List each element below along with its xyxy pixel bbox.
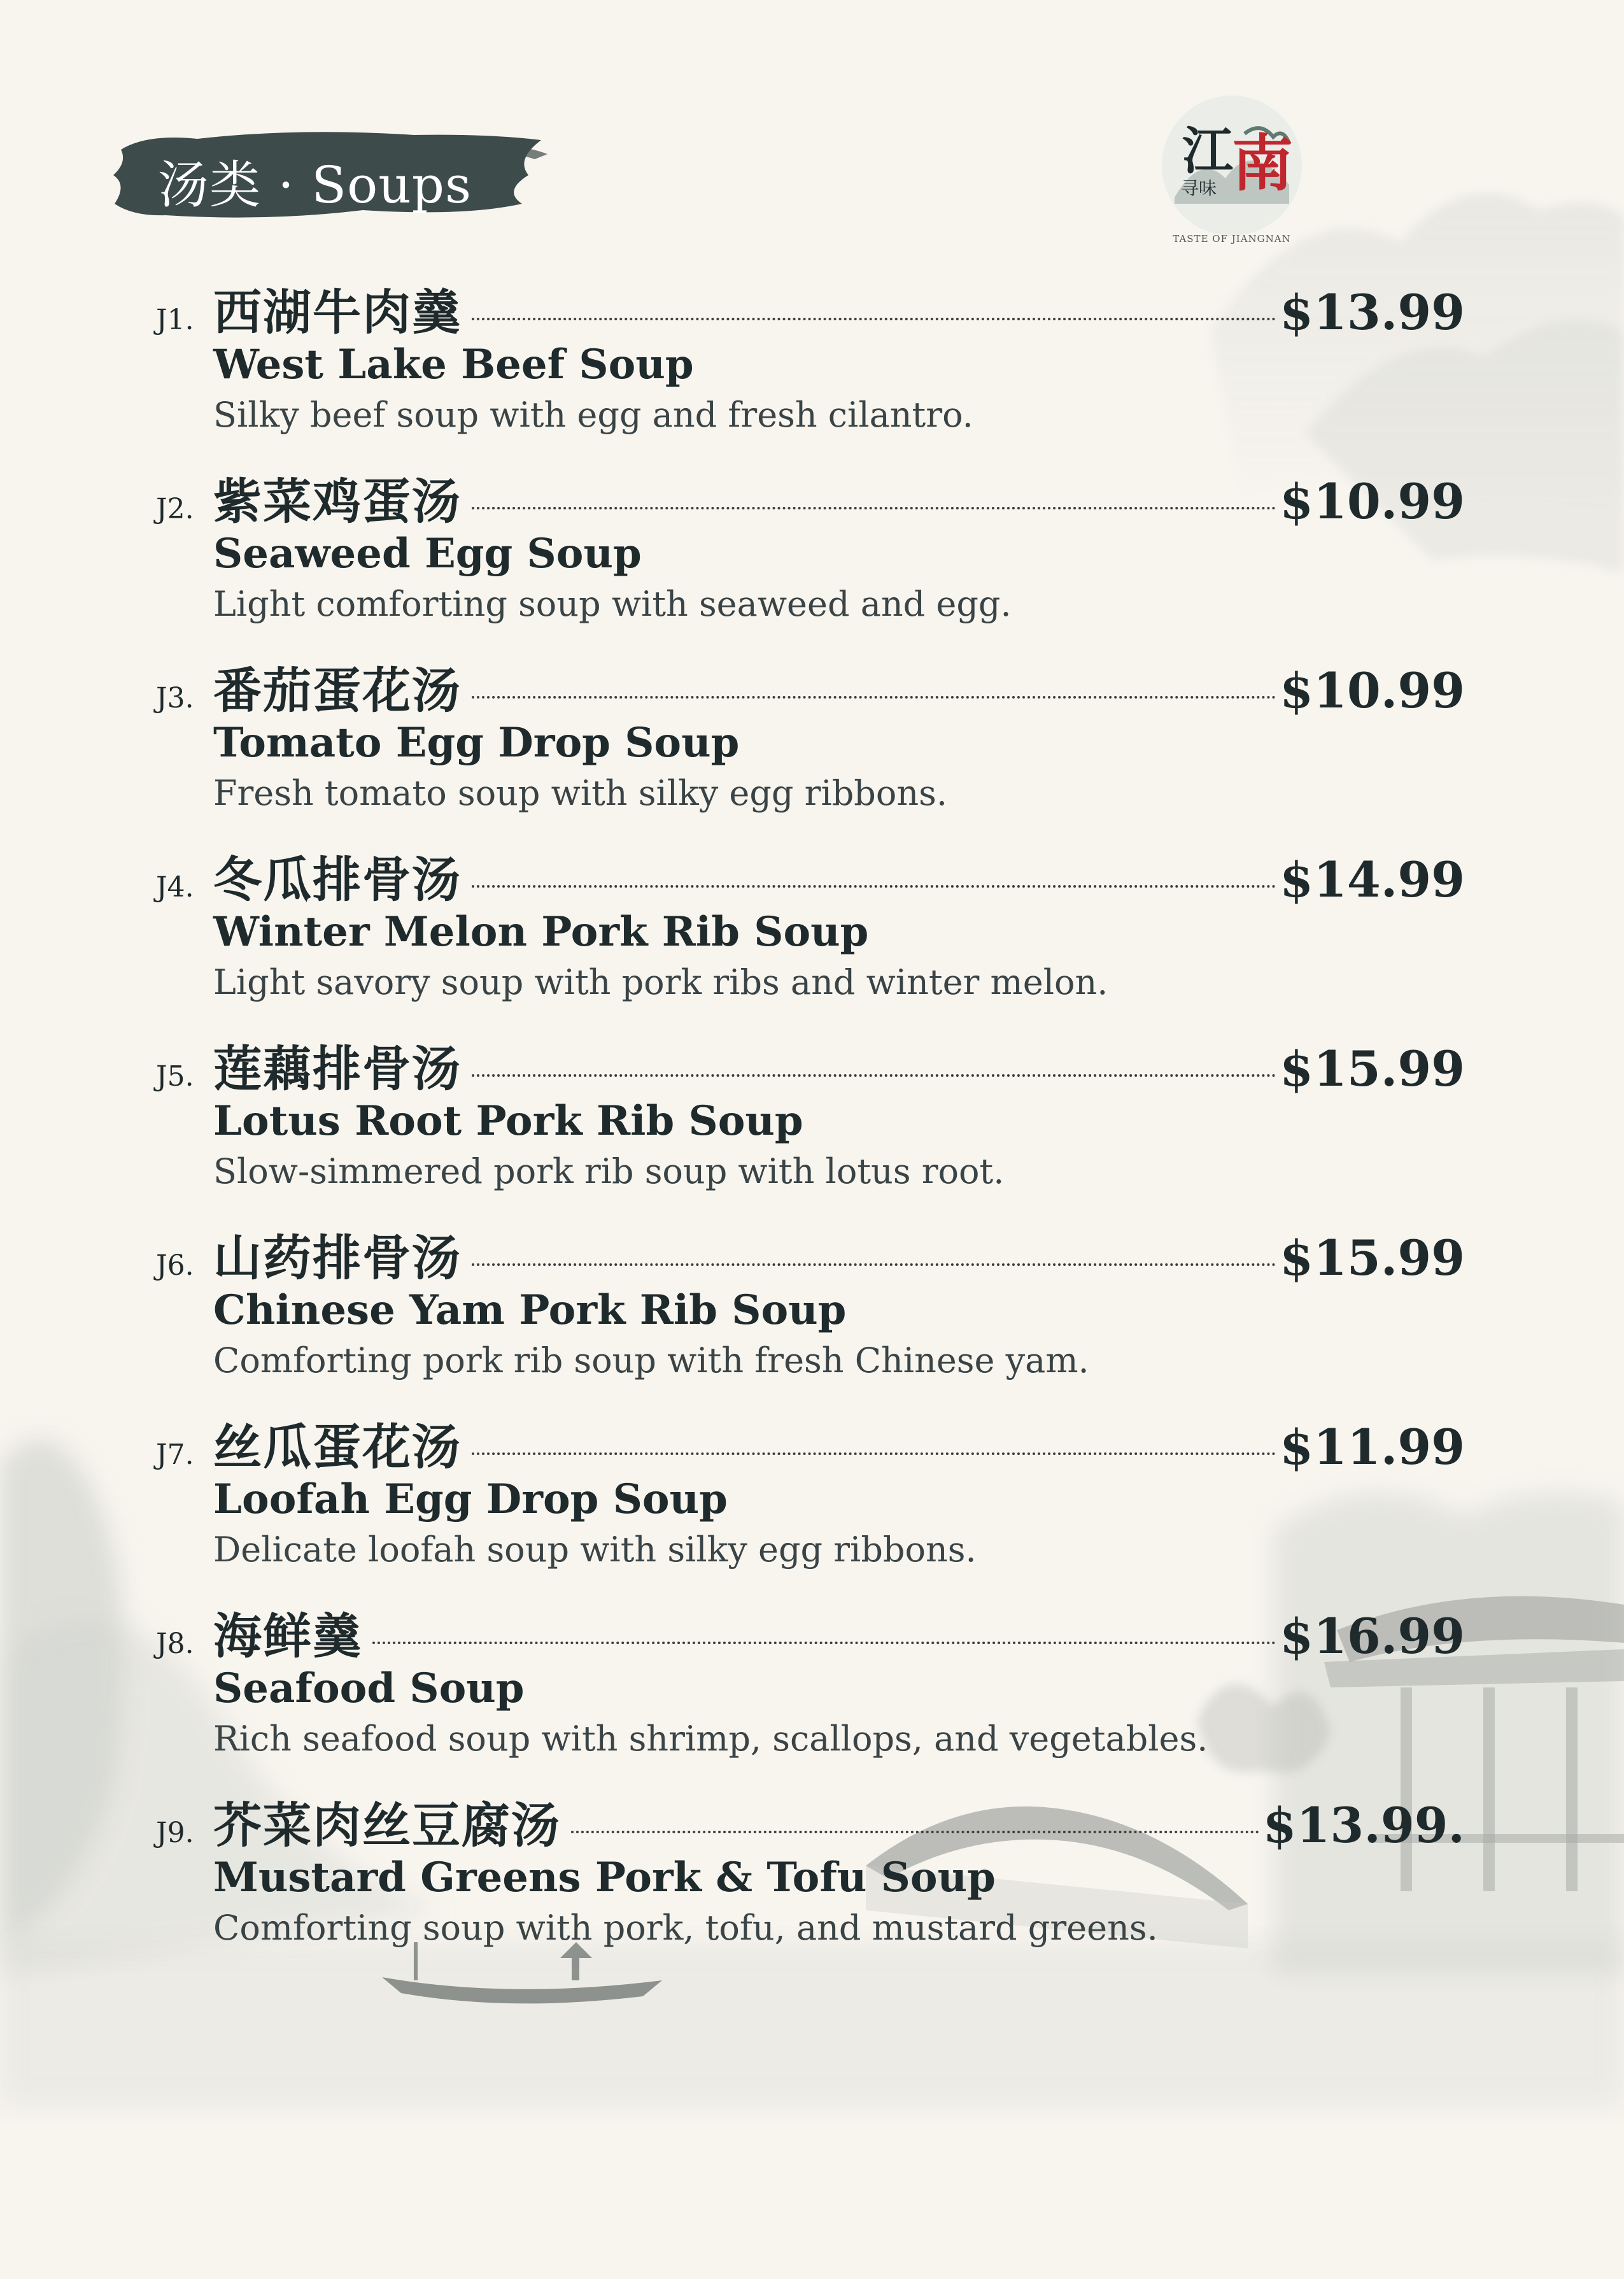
menu-item-header: [156, 652, 1465, 719]
menu-item-header: [156, 1598, 1465, 1665]
item-price: $13.99.: [1262, 1797, 1465, 1854]
menu-item-header: [156, 1030, 1465, 1097]
item-price: $14.99: [1280, 851, 1465, 908]
item-code: J8.: [156, 1628, 194, 1660]
item-price: $11.99: [1280, 1419, 1465, 1475]
dot-leader: [472, 696, 1276, 699]
dot-leader: [372, 1642, 1276, 1644]
item-chinese-name: 紫菜鸡蛋汤: [213, 473, 462, 530]
menu-item: [156, 1787, 1465, 1976]
item-english-name: Mustard Greens Pork & Tofu Soup: [213, 1854, 996, 1901]
dot-leader: [472, 1074, 1276, 1077]
item-code: J5.: [156, 1060, 194, 1093]
dot-leader: [472, 1452, 1276, 1455]
item-chinese-name: 番茄蛋花汤: [213, 662, 462, 719]
menu-item: [156, 1409, 1465, 1598]
section-title: 汤类 · Soups: [158, 155, 472, 215]
menu-item-header: [156, 1219, 1465, 1286]
item-description: Light savory soup with pork ribs and winter melon.: [213, 962, 1108, 1002]
item-code: J2.: [156, 493, 194, 525]
menu-item: [156, 841, 1465, 1030]
item-chinese-name: 莲藕排骨汤: [213, 1040, 462, 1097]
item-description: Comforting soup with pork, tofu, and mustard greens.: [213, 1908, 1158, 1948]
item-code: J7.: [156, 1438, 194, 1471]
menu-item: [156, 274, 1465, 463]
item-code: J3.: [156, 682, 194, 714]
item-description: Comforting pork rib soup with fresh Chinese yam.: [213, 1340, 1089, 1381]
item-price: $10.99: [1280, 473, 1465, 530]
item-chinese-name: 芥菜肉丝豆腐汤: [213, 1797, 561, 1854]
logo-glyph-nan: 南: [1232, 127, 1293, 199]
item-english-name: West Lake Beef Soup: [213, 341, 694, 388]
item-price: $15.99: [1280, 1230, 1465, 1286]
item-description: Rich seafood soup with shrimp, scallops, and vegetables.: [213, 1719, 1208, 1759]
menu-item-header: [156, 274, 1465, 341]
item-price: $15.99: [1280, 1040, 1465, 1097]
item-chinese-name: 西湖牛肉羹: [213, 284, 462, 341]
menu-item-header: [156, 1787, 1465, 1854]
menu-item: [156, 1598, 1465, 1787]
item-english-name: Loofah Egg Drop Soup: [213, 1475, 728, 1523]
item-description: Light comforting soup with seaweed and egg.: [213, 584, 1012, 624]
menu-item-header: [156, 1409, 1465, 1475]
item-description: Fresh tomato soup with silky egg ribbons.: [213, 773, 948, 813]
logo-caption: TASTE OF JIANGNAN: [1173, 233, 1291, 245]
dot-leader: [472, 885, 1276, 888]
item-price: $13.99: [1280, 284, 1465, 341]
item-chinese-name: 冬瓜排骨汤: [213, 851, 462, 908]
item-price: $16.99: [1280, 1608, 1465, 1665]
dot-leader: [571, 1831, 1259, 1833]
menu-item: [156, 1030, 1465, 1219]
dot-leader: [472, 318, 1276, 320]
logo-small-glyphs: 寻味: [1181, 178, 1217, 199]
item-description: Slow-simmered pork rib soup with lotus root.: [213, 1151, 1005, 1191]
dot-leader: [472, 507, 1276, 509]
item-english-name: Winter Melon Pork Rib Soup: [213, 908, 869, 956]
item-chinese-name: 海鲜羹: [213, 1608, 362, 1665]
restaurant-logo: [1130, 76, 1334, 267]
item-chinese-name: 山药排骨汤: [213, 1230, 462, 1286]
menu-item: [156, 463, 1465, 652]
menu-item-header: [156, 841, 1465, 908]
item-code: J6.: [156, 1249, 194, 1282]
menu-item: [156, 652, 1465, 841]
item-price: $10.99: [1280, 662, 1465, 719]
item-english-name: Tomato Egg Drop Soup: [213, 719, 740, 767]
menu-item: [156, 1219, 1465, 1409]
section-header: [108, 115, 547, 236]
logo-glyph-jiang: 江: [1182, 121, 1233, 181]
item-english-name: Seaweed Egg Soup: [213, 530, 642, 578]
item-code: J9.: [156, 1817, 194, 1849]
item-english-name: Lotus Root Pork Rib Soup: [213, 1097, 803, 1145]
menu-item-header: [156, 463, 1465, 530]
item-chinese-name: 丝瓜蛋花汤: [213, 1419, 462, 1475]
item-description: Delicate loofah soup with silky egg ribbons.: [213, 1530, 977, 1570]
logo-emblem: [1130, 76, 1334, 236]
menu-list: [156, 274, 1465, 1976]
item-code: J1.: [156, 304, 194, 336]
dot-leader: [472, 1263, 1276, 1266]
item-english-name: Chinese Yam Pork Rib Soup: [213, 1286, 847, 1334]
item-description: Silky beef soup with egg and fresh cilantro.: [213, 395, 973, 435]
item-code: J4.: [156, 871, 194, 904]
item-english-name: Seafood Soup: [213, 1665, 525, 1712]
